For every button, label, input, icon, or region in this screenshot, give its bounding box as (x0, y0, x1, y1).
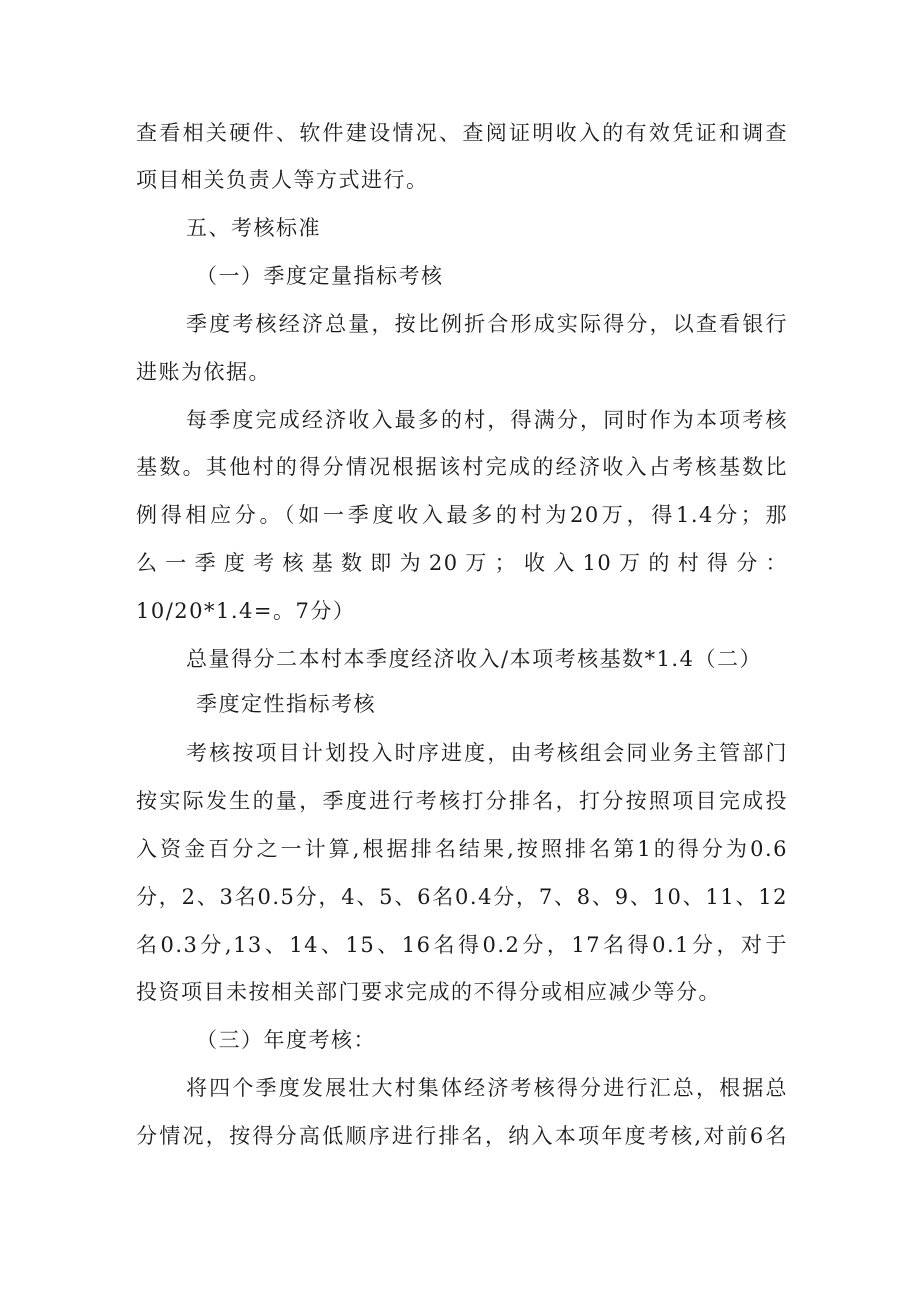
subsection-heading-1: （一）季度定量指标考核 (196, 264, 444, 288)
paragraph-line-17: 分情况，按得分高低顺序进行排名，纳入本项年度考核,对前6名 (136, 1124, 788, 1148)
paragraph-line-12: 入资金百分之一计算,根据排名结果,按照排名第1的得分为0.6 (136, 837, 788, 861)
paragraph-line-2: 项目相关负责人等方式进行。 (136, 168, 429, 192)
paragraph-line-11: 按实际发生的量，季度进行考核打分排名，打分按照项目完成投 (136, 789, 788, 813)
paragraph-line-9: 10/20*1.4=。7分） (136, 599, 356, 623)
paragraph-line-14: 名0.3分,13、14、15、16名得0.2分，17名得0.1分，对于 (136, 933, 788, 957)
paragraph-line-4: 进账为依据。 (136, 360, 271, 384)
formula-line: 总量得分二本村本季度经济收入/本项考核基数*1.4（二） (186, 647, 762, 671)
paragraph-line-10: 考核按项目计划投入时序进度，由考核组会同业务主管部门 (186, 741, 788, 765)
paragraph-line-16: 将四个季度发展壮大村集体经济考核得分进行汇总，根据总 (186, 1076, 788, 1100)
paragraph-line-15: 投资项目未按相关部门要求完成的不得分或相应减少等分。 (136, 980, 721, 1004)
paragraph-line-3: 季度考核经济总量，按比例折合形成实际得分，以查看银行 (186, 312, 788, 336)
section-heading-5: 五、考核标准 (186, 216, 321, 240)
paragraph-line-5: 每季度完成经济收入最多的村，得满分，同时作为本项考核 (186, 408, 788, 432)
paragraph-line-8: 么一季度考核基数即为20万；收入10万的村得分： (136, 551, 788, 575)
paragraph-line-7: 例得相应分。（如一季度收入最多的村为20万，得1.4分；那 (136, 503, 788, 527)
subsection-heading-2: 季度定性指标考核 (196, 692, 376, 716)
subsection-heading-3: （三）年度考核： (196, 1028, 376, 1052)
paragraph-line-1: 查看相关硬件、软件建设情况、查阅证明收入的有效凭证和调查 (136, 121, 788, 145)
paragraph-line-6: 基数。其他村的得分情况根据该村完成的经济收入占考核基数比 (136, 455, 788, 479)
paragraph-line-13: 分，2、3名0.5分，4、5、6名0.4分，7、8、9、10、11、12 (136, 885, 788, 909)
